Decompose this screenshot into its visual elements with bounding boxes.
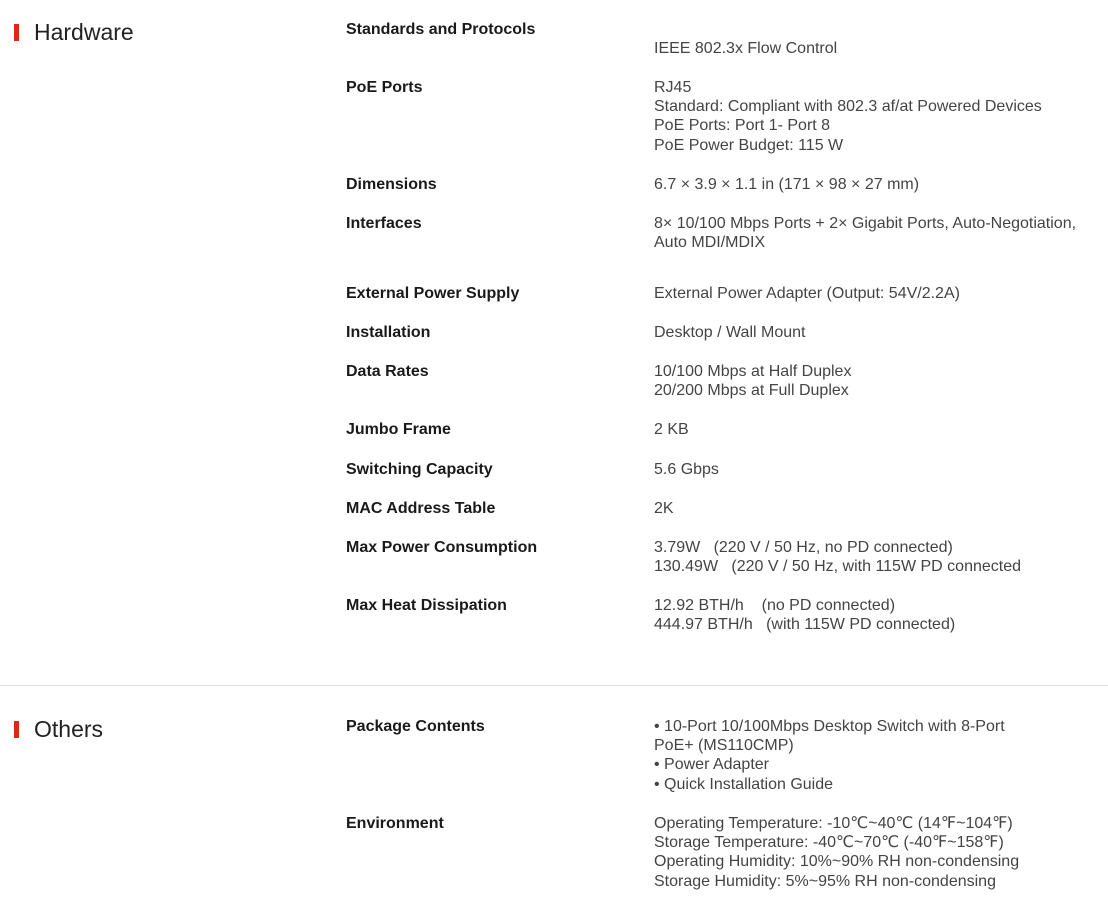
spec-value-line: Desktop / Wall Mount [654,324,806,341]
spec-value-line: Storage Temperature: -40℃~70℃ (-40℉~158℉) [654,834,1004,852]
spec-label: MAC Address Table [346,500,496,517]
spec-value-line: 6.7 × 3.9 × 1.1 in (171 × 98 × 27 mm) [654,176,920,193]
spec-value-line: PoE Power Budget: 115 W [654,136,844,154]
spec-value-line: IEEE 802.3x Flow Control [654,40,838,57]
accent-bar-icon [14,721,19,738]
section-title: Hardware [34,19,134,45]
spec-value-line: Operating Humidity: 10%~90% RH non-condensing [654,853,1020,871]
spec-label: Max Heat Dissipation [346,597,507,614]
section-others [0,685,1108,915]
spec-value [654,362,1099,400]
spec-value-line: Standard: Compliant with 802.3 af/at Powered Devices [654,98,1042,116]
spec-label: Switching Capacity [346,461,493,478]
spec-value [654,214,1094,252]
spec-value [654,499,1099,518]
spec-value-line: PoE Ports: Port 1- Port 8 [654,117,831,135]
spec-value-line: 3.79W (220 V / 50 Hz, no PD connected) [654,539,953,556]
spec-value-line: • Power Adapter [654,756,769,774]
spec-value [654,460,1099,479]
accent-bar-icon [14,24,19,41]
spec-value [654,717,1099,794]
spec-label: Installation [346,324,431,341]
spec-label: Interfaces [346,215,422,232]
spec-label: External Power Supply [346,285,520,302]
spec-value-line: 5.6 Gbps [654,461,719,478]
spec-value [654,596,1099,634]
spec-label: Jumbo Frame [346,421,451,438]
spec-value-line: RJ45 [654,79,692,96]
spec-value [654,420,1099,439]
spec-value-line: 12.92 BTH/h (no PD connected) [654,597,896,614]
spec-value-line: 2K [654,500,674,517]
spec-value-line: 444.97 BTH/h (with 115W PD connected) [654,616,956,634]
spec-value-line: Storage Humidity: 5%~95% RH non-condensing [654,872,996,890]
spec-value-line: 130.49W (220 V / 50 Hz, with 115W PD connected [654,558,1021,576]
spec-label: Package Contents [346,718,485,735]
spec-value-line: External Power Adapter (Output: 54V/2.2A) [654,285,960,302]
spec-value-line: 10/100 Mbps at Half Duplex [654,363,852,380]
spec-label: PoE Ports [346,79,423,96]
spec-label: Standards and Protocols [346,21,536,38]
spec-value [654,175,1099,194]
spec-value [654,323,1099,342]
spec-value [654,814,1099,891]
spec-label: Environment [346,815,444,832]
spec-label: Data Rates [346,363,429,380]
spec-label: Max Power Consumption [346,539,538,556]
spec-value-line: PoE+ (MS110CMP) [654,737,794,755]
spec-value [654,284,1099,303]
spec-value-line: 2 KB [654,421,689,438]
spec-value [654,78,1099,155]
spec-value-line: 8× 10/100 Mbps Ports + 2× Gigabit Ports, Auto-Negotiation, Auto MDI/MDIX [654,215,1077,252]
section-title: Others [34,716,104,742]
spec-value-line: • 10-Port 10/100Mbps Desktop Switch with 8-Port [654,718,1005,735]
spec-value-line: 20/200 Mbps at Full Duplex [654,382,849,400]
spec-value-line: Operating Temperature: -10℃~40℃ (14℉~104℉) [654,815,1013,832]
spec-label: Dimensions [346,176,437,193]
spec-value-line: • Quick Installation Guide [654,775,834,793]
spec-value [654,538,1099,576]
spec-value [654,39,1099,58]
section-heading-others [14,715,103,743]
section-heading-hardware [14,18,134,46]
